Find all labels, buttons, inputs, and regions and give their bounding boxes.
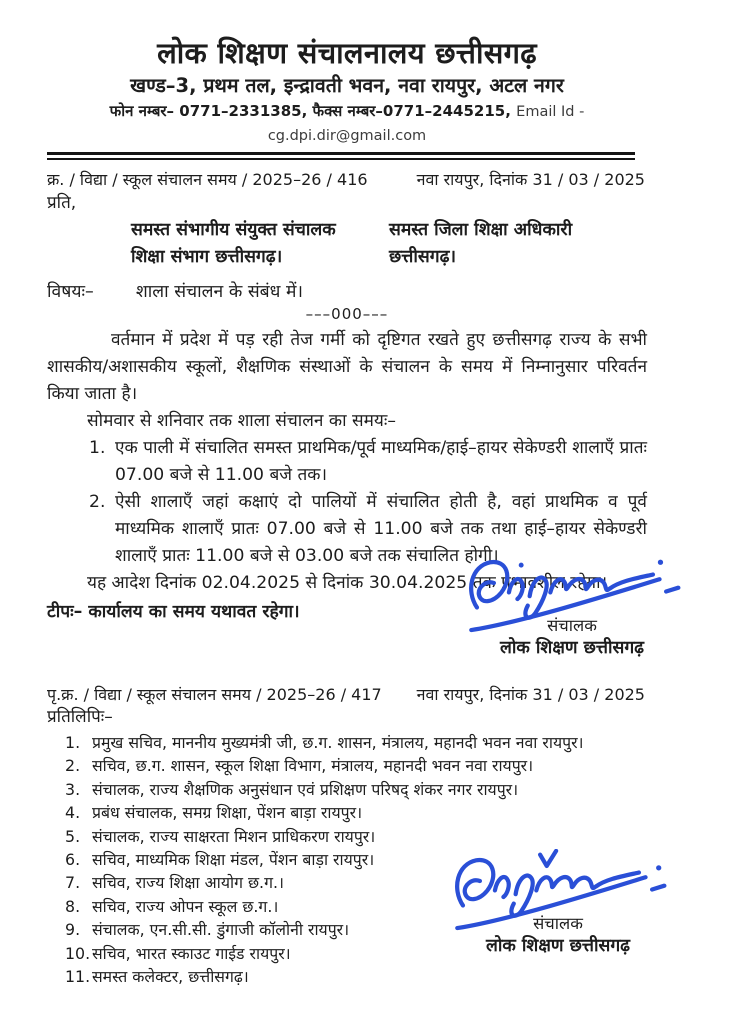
addressee-1 [131,217,389,271]
ooo-divider: –––000––– [305,305,389,323]
schedule-item [47,435,647,489]
copy-item-text: सचिव, राज्य शिक्षा आयोग छ.ग.। [92,873,284,893]
copy-item-text: सचिव, भारत स्काउट गाईड रायपुर। [92,943,291,963]
copy-to-list [47,731,647,988]
copy-item [47,754,647,777]
org-title: लोक शिक्षण संचालनालय छत्तीसगढ़ [157,36,537,70]
copy-item [47,965,647,988]
schedule-item [47,489,647,570]
signatory-designation: संचालक [533,914,583,933]
subject-text: शाला संचालन के संबंध में। [135,282,304,302]
copy-item [47,871,647,894]
signatory-organisation: लोक शिक्षण छत्तीसगढ़ [485,936,631,956]
phone-fax-numbers: फोन नम्बर– 0771–2331385, फैक्स नम्बर–0771–2445215, [109,102,511,120]
copy-item-text: सचिव, छ.ग. शासन, स्कूल शिक्षा विभाग, मंत्रालय, महानदी भवन नवा रायपुर। [92,756,534,776]
body-paragraph: वर्तमान में प्रदेश में पड़ रही तेज गर्मी को दृष्टिगत रखते हुए छत्तीसगढ़ राज्य के सभी शासकीय/अशासकीय स्कूलों, शैक्षणिक संस्थाओं के संचालन के समय में निम्नानुसार परिवर्तन किया जाता है। [47,330,647,404]
copy-item-text: संचालक, एन.सी.सी. डुंगाजी कॉलोनी रायपुर। [92,920,350,940]
copy-item-text: संचालक, राज्य साक्षरता मिशन प्राधिकरण रायपुर। [92,826,376,846]
copy-item [47,942,647,965]
to-label: प्रति, [47,193,77,213]
letter-number-1: क्र. / विद्या / स्कूल संचालन समय / 2025–26 / 416 [47,170,368,189]
effective-period-line: यह आदेश दिनांक 02.04.2025 से दिनांक 30.04.2025 तक प्रभावशील रहेगा। [87,573,608,593]
schedule-heading: सोमवार से शनिवार तक शाला संचालन का समयः– [87,411,396,431]
addressee-block [131,217,647,271]
subject-label: विषयः– [47,282,94,302]
copy-item [47,778,647,801]
copy-item [47,825,647,848]
note-line: टीपः– कार्यालय का समय यथावत रहेगा। [47,602,300,622]
letter-number-2: पृ.क्र. / विद्या / स्कूल संचालन समय / 2025–26 / 417 [47,685,382,704]
copy-item-text: प्रबंध संचालक, समग्र शिक्षा, पेंशन बाड़ा रायपुर। [92,803,363,823]
copy-item [47,918,647,941]
reference-row-2 [47,684,647,706]
place-date-2: नवा रायपुर, दिनांक 31 / 03 / 2025 [416,685,645,704]
addressee-2 [389,217,647,271]
copy-item [47,848,647,871]
copy-item [47,731,647,754]
schedule-item-text: ऐसी शालाएँ जहां कक्षाएं दो पालियों में संचालित होती है, वहां प्राथमिक व पूर्व माध्यमिक शालाएँ प्रातः 07.00 बजे से 11.00 बजे तक तथा हाई–हायर सेकेण्डरी शालाएँ प्रातः 11.00 बजे से 03.00 बजे तक संचालित होगी। [115,492,647,566]
addressee-2-line1: समस्त जिला शिक्षा अधिकारी [389,220,573,240]
copy-item [47,895,647,918]
copy-item-text: संचालक, राज्य शैक्षणिक अनुसंधान एवं प्रशिक्षण परिषद् शंकर नगर रायपुर। [92,779,519,799]
signatory-organisation: लोक शिक्षण छत्तीसगढ़ [499,638,645,658]
copy-to-label: प्रतिलिपिः– [47,707,113,727]
header-divider-rule [47,152,635,160]
subject-row [47,280,647,305]
addressee-1-line2: शिक्षा संभाग छत्तीसगढ़। [131,247,283,267]
reference-row-1 [47,169,647,191]
copy-item-text: सचिव, राज्य ओपन स्कूल छ.ग.। [92,896,279,916]
signatory-designation: संचालक [547,616,597,635]
addressee-1-line1: समस्त संभागीय संयुक्त संचालक [131,220,336,240]
copy-item [47,801,647,824]
schedule-item-text: एक पाली में संचालित समस्त प्राथमिक/पूर्व माध्यमिक/हाई–हायर सेकेण्डरी शालाएँ प्रातः 07.00 बजे से 11.00 बजे तक। [115,438,647,485]
org-address: खण्ड–3, प्रथम तल, इन्द्रावती भवन, नवा रायपुर, अटल नगर [130,74,564,97]
org-contact-line [47,100,647,148]
signature-space [47,626,647,672]
copy-item-text: सचिव, माध्यमिक शिक्षा मंडल, पेंशन बाड़ा रायपुर। [92,850,375,870]
schedule-list [47,435,647,570]
addressee-2-line2: छत्तीसगढ़। [389,247,457,267]
copy-item-text: समस्त कलेक्टर, छत्तीसगढ़। [92,967,249,987]
letterhead [47,34,647,148]
email-address: Email Id - cg.dpi.dir@gmail.com [267,104,585,144]
place-date-1: नवा रायपुर, दिनांक 31 / 03 / 2025 [416,170,645,189]
copy-item-text: प्रमुख सचिव, माननीय मुख्यमंत्री जी, छ.ग. शासन, मंत्रालय, महानदी भवन नवा रायपुर। [92,733,584,752]
